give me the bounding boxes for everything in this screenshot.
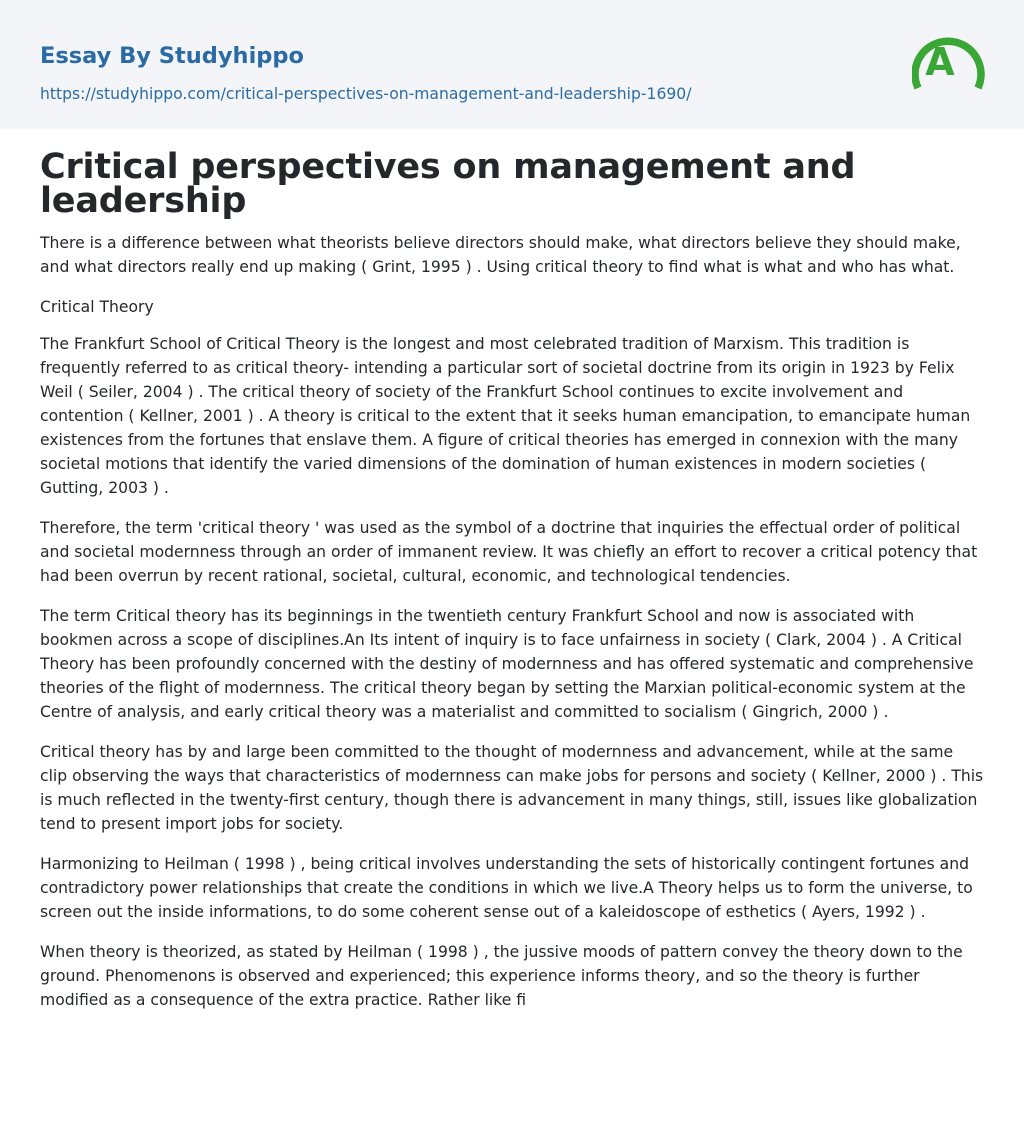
body-paragraph: Critical theory has by and large been committed to the thought of modernness and advancement, while at the same clip observing the ways that characteristics of modernness can make jobs for persons and society ( Kellner, 2000 ) . This is much reflected in the twenty-first century, though there is advancement in many things, still, issues like globalization tend to present import jobs for society. — [40, 743, 984, 833]
site-brand[interactable]: Essay By Studyhippo — [40, 43, 304, 69]
section-heading: Critical Theory — [40, 298, 154, 316]
body-paragraph: When theory is theorized, as stated by Heilman ( 1998 ) , the jussive moods of pattern convey the theory down to the ground. Phenomenons is observed and experienced; this experience informs theory, and so the theory is further modified as a consequence of the extra practice. Rather like fi — [40, 943, 963, 1009]
body-paragraph: The Frankfurt School of Critical Theory is the longest and most celebrated tradition of Marxism. This tradition is frequently referred to as critical theory- intending a particular sort of societal doctrine from its origin in 1923 by Felix Weil ( Seiler, 2004 ) . The critical theory of society of the Frankfurt School continues to excite involvement and contention ( Kellner, 2001 ) . A theory is critical to the extent that it seeks human emancipation, to emancipate human existences from the fortunes that enslave them. A figure of critical theories has emerged in connexion with the many societal motions that identify the varied dimensions of the domination of human existences in modern societies ( Gutting, 2003 ) . — [40, 335, 971, 497]
intro-paragraph: There is a difference between what theorists believe directors should make, what directors believe they should make, and what directors really end up making ( Grint, 1995 ) . Using critical theory to find what is what and who has what. — [40, 234, 961, 276]
page-title: Critical perspectives on management and leadership — [40, 147, 856, 221]
body-paragraph: Therefore, the term 'critical theory ' was used as the symbol of a doctrine that inquiries the effectual order of political and societal modernness through an order of immanent review. It was chiefly an effort to recover a critical potency that had been overrun by recent rational, societal, cultural, economic, and technological tendencies. — [40, 519, 978, 585]
article-body — [0, 147, 1024, 1012]
essay-url-link[interactable]: https://studyhippo.com/critical-perspectives-on-management-and-leadership-1690/ — [40, 85, 692, 103]
body-paragraph: Harmonizing to Heilman ( 1998 ) , being critical involves understanding the sets of historically contingent fortunes and contradictory power relationships that create the conditions in which we live.A Theory helps us to form the universe, to screen out the inside informations, to do some coherent sense out of a kaleidoscope of esthetics ( Ayers, 1992 ) . — [40, 855, 973, 921]
logo-letter: A — [925, 40, 955, 84]
site-header — [0, 0, 1024, 129]
studyhippo-logo-icon[interactable] — [912, 19, 986, 105]
body-paragraph: The term Critical theory has its beginnings in the twentieth century Frankfurt School and now is associated with bookmen across a scope of disciplines.An Its intent of inquiry is to face unfairness in society ( Clark, 2004 ) . A Critical Theory has been profoundly concerned with the destiny of modernness and has offered systematic and comprehensive theories of the flight of modernness. The critical theory began by setting the Marxian political-economic system at the Centre of analysis, and early critical theory was a materialist and committed to socialism ( Gingrich, 2000 ) . — [40, 607, 974, 721]
